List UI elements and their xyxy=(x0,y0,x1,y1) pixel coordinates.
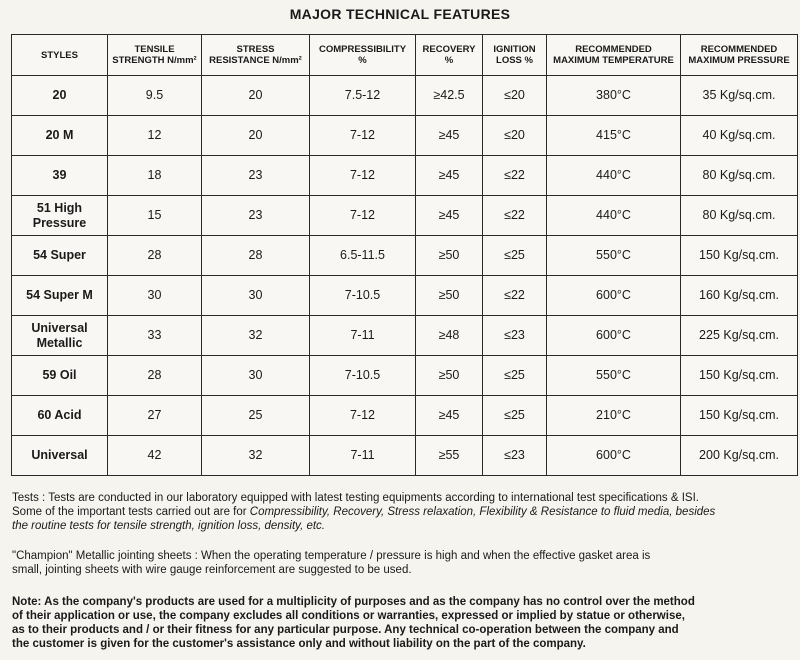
pressure-cell: 35 Kg/sq.cm. xyxy=(681,76,798,116)
temperature-cell: 440°C xyxy=(547,156,681,196)
recovery-cell: ≥50 xyxy=(416,276,483,316)
style-cell xyxy=(12,356,108,396)
style-cell xyxy=(12,156,108,196)
tensile-cell: 27 xyxy=(108,396,202,436)
pressure-cell: 80 Kg/sq.cm. xyxy=(681,196,798,236)
recovery-cell: ≥45 xyxy=(416,196,483,236)
note-line-4: the customer is given for the customer's assistance only and without liability on the part of the company. xyxy=(12,638,586,650)
ignition-cell: ≤22 xyxy=(483,156,547,196)
header-recovery-line: % xyxy=(444,55,454,66)
tests-line-2-plain: Some of the important tests carried out are for xyxy=(12,506,250,518)
note-line-2: of their application or use, the company excludes all conditions or warranties, expressed or implied by statue or otherwise, xyxy=(12,610,685,622)
temperature-cell: 380°C xyxy=(547,76,681,116)
tensile-cell: 15 xyxy=(108,196,202,236)
header-compressibility-line: % xyxy=(358,55,367,66)
style-name-line: Metallic xyxy=(36,335,83,350)
table-row xyxy=(12,436,798,476)
style-name-line: 54 Super xyxy=(33,248,86,262)
tensile-cell: 18 xyxy=(108,156,202,196)
header-compressibility xyxy=(310,35,416,76)
recovery-cell: ≥50 xyxy=(416,356,483,396)
style-name-line: 60 Acid xyxy=(37,408,82,422)
header-max-pressure-line: MAXIMUM PRESSURE xyxy=(688,55,790,66)
style-cell xyxy=(12,316,108,356)
header-max-temperature-line: MAXIMUM TEMPERATURE xyxy=(553,55,674,66)
table-row xyxy=(12,156,798,196)
tensile-cell: 28 xyxy=(108,356,202,396)
tests-line-2-italic: Compressibility, Recovery, Stress relaxation, Flexibility & Resistance to fluid media, besides xyxy=(249,506,716,518)
temperature-cell: 600°C xyxy=(547,316,681,356)
style-cell xyxy=(12,396,108,436)
temperature-cell: 550°C xyxy=(547,236,681,276)
stress-cell: 30 xyxy=(202,356,310,396)
temperature-cell: 600°C xyxy=(547,276,681,316)
style-cell xyxy=(12,236,108,276)
recovery-cell: ≥55 xyxy=(416,436,483,476)
header-styles-line: STYLES xyxy=(41,49,78,61)
stress-cell: 20 xyxy=(202,76,310,116)
recovery-cell: ≥45 xyxy=(416,156,483,196)
ignition-cell: ≤20 xyxy=(483,116,547,156)
header-stress-resistance-line: STRESS xyxy=(236,44,275,55)
header-ignition-loss-line: LOSS % xyxy=(496,55,533,66)
table-row xyxy=(12,316,798,356)
style-name-line: 51 High xyxy=(36,200,83,215)
table-row xyxy=(12,236,798,276)
ignition-cell: ≤23 xyxy=(483,436,547,476)
champion-line-2: small, jointing sheets with wire gauge reinforcement are suggested to be used. xyxy=(12,564,412,576)
recovery-cell: ≥50 xyxy=(416,236,483,276)
style-cell xyxy=(12,276,108,316)
header-stress-resistance xyxy=(202,35,310,76)
compressibility-cell: 7.5-12 xyxy=(310,76,416,116)
pressure-cell: 150 Kg/sq.cm. xyxy=(681,356,798,396)
style-name-line: 39 xyxy=(52,168,67,182)
stress-cell: 23 xyxy=(202,156,310,196)
pressure-cell: 225 Kg/sq.cm. xyxy=(681,316,798,356)
technical-features-table xyxy=(11,34,798,476)
table-row xyxy=(12,356,798,396)
tensile-cell: 12 xyxy=(108,116,202,156)
tests-paragraph xyxy=(12,491,792,533)
ignition-cell: ≤25 xyxy=(483,396,547,436)
style-name-line: Universal xyxy=(31,448,88,462)
note-line-1: Note: As the company's products are used for a multiplicity of purposes and as the company has no control over the method xyxy=(12,596,695,608)
style-name-line: 20 xyxy=(52,88,67,102)
style-cell xyxy=(12,436,108,476)
header-compressibility-line: COMPRESSIBILITY xyxy=(318,44,407,55)
ignition-cell: ≤22 xyxy=(483,276,547,316)
compressibility-cell: 7-12 xyxy=(310,196,416,236)
header-ignition-loss xyxy=(483,35,547,76)
pressure-cell: 160 Kg/sq.cm. xyxy=(681,276,798,316)
recovery-cell: ≥48 xyxy=(416,316,483,356)
recovery-cell: ≥45 xyxy=(416,396,483,436)
table-row xyxy=(12,276,798,316)
pressure-cell: 200 Kg/sq.cm. xyxy=(681,436,798,476)
stress-cell: 28 xyxy=(202,236,310,276)
note-line-3: as to their products and / or their fitness for any particular purpose. Any technical co-operation between the company and xyxy=(12,624,679,636)
stress-cell: 25 xyxy=(202,396,310,436)
champion-paragraph xyxy=(12,549,792,577)
stress-cell: 23 xyxy=(202,196,310,236)
ignition-cell: ≤25 xyxy=(483,356,547,396)
compressibility-cell: 7-10.5 xyxy=(310,276,416,316)
stress-cell: 30 xyxy=(202,276,310,316)
stress-cell: 32 xyxy=(202,316,310,356)
temperature-cell: 210°C xyxy=(547,396,681,436)
tests-line-3: the routine tests for tensile strength, ignition loss, density, etc. xyxy=(12,520,326,532)
tensile-cell: 42 xyxy=(108,436,202,476)
header-tensile-strength-line: TENSILE xyxy=(134,44,175,55)
pressure-cell: 150 Kg/sq.cm. xyxy=(681,236,798,276)
ignition-cell: ≤20 xyxy=(483,76,547,116)
table-row xyxy=(12,116,798,156)
header-max-temperature-line: RECOMMENDED xyxy=(575,44,652,55)
tensile-cell: 33 xyxy=(108,316,202,356)
tests-line-1: Tests : Tests are conducted in our laboratory equipped with latest testing equipments according to international test specifications & ISI. xyxy=(12,492,699,504)
stress-cell: 20 xyxy=(202,116,310,156)
compressibility-cell: 7-12 xyxy=(310,396,416,436)
style-name-line: 54 Super M xyxy=(26,288,93,302)
style-name-line: Universal xyxy=(31,320,88,335)
tests-line-2 xyxy=(12,505,792,519)
compressibility-cell: 7-11 xyxy=(310,316,416,356)
temperature-cell: 600°C xyxy=(547,436,681,476)
temperature-cell: 415°C xyxy=(547,116,681,156)
tensile-cell: 28 xyxy=(108,236,202,276)
header-row xyxy=(12,35,798,76)
header-tensile-strength-line: STRENGTH N/mm² xyxy=(112,55,197,66)
pressure-cell: 80 Kg/sq.cm. xyxy=(681,156,798,196)
style-cell xyxy=(12,116,108,156)
table-row xyxy=(12,76,798,116)
style-cell xyxy=(12,76,108,116)
table-row xyxy=(12,196,798,236)
compressibility-cell: 6.5-11.5 xyxy=(310,236,416,276)
compressibility-cell: 7-12 xyxy=(310,116,416,156)
temperature-cell: 440°C xyxy=(547,196,681,236)
page-title: MAJOR TECHNICAL FEATURES xyxy=(289,6,511,22)
temperature-cell: 550°C xyxy=(547,356,681,396)
table-row xyxy=(12,396,798,436)
champion-line-1: "Champion" Metallic jointing sheets : When the operating temperature / pressure is high and when the effective gasket area is xyxy=(12,550,651,562)
ignition-cell: ≤23 xyxy=(483,316,547,356)
header-recovery xyxy=(416,35,483,76)
header-max-temperature xyxy=(547,35,681,76)
tensile-cell: 9.5 xyxy=(108,76,202,116)
pressure-cell: 150 Kg/sq.cm. xyxy=(681,396,798,436)
recovery-cell: ≥42.5 xyxy=(416,76,483,116)
style-cell xyxy=(12,196,108,236)
ignition-cell: ≤22 xyxy=(483,196,547,236)
ignition-cell: ≤25 xyxy=(483,236,547,276)
table-header xyxy=(12,35,798,76)
table-body xyxy=(12,76,798,476)
header-tensile-strength xyxy=(108,35,202,76)
style-name-line: Pressure xyxy=(32,215,87,230)
pressure-cell: 40 Kg/sq.cm. xyxy=(681,116,798,156)
header-max-pressure xyxy=(681,35,798,76)
compressibility-cell: 7-11 xyxy=(310,436,416,476)
header-recovery-line: RECOVERY xyxy=(422,44,476,55)
style-name-line: 59 Oil xyxy=(42,368,77,382)
header-styles xyxy=(12,35,108,76)
tensile-cell: 30 xyxy=(108,276,202,316)
header-ignition-loss-line: IGNITION xyxy=(493,44,536,55)
compressibility-cell: 7-12 xyxy=(310,156,416,196)
compressibility-cell: 7-10.5 xyxy=(310,356,416,396)
header-stress-resistance-line: RESISTANCE N/mm² xyxy=(209,55,302,66)
header-max-pressure-line: RECOMMENDED xyxy=(700,44,778,55)
style-name-line: 20 M xyxy=(45,128,74,142)
stress-cell: 32 xyxy=(202,436,310,476)
disclaimer-note xyxy=(12,595,792,651)
recovery-cell: ≥45 xyxy=(416,116,483,156)
